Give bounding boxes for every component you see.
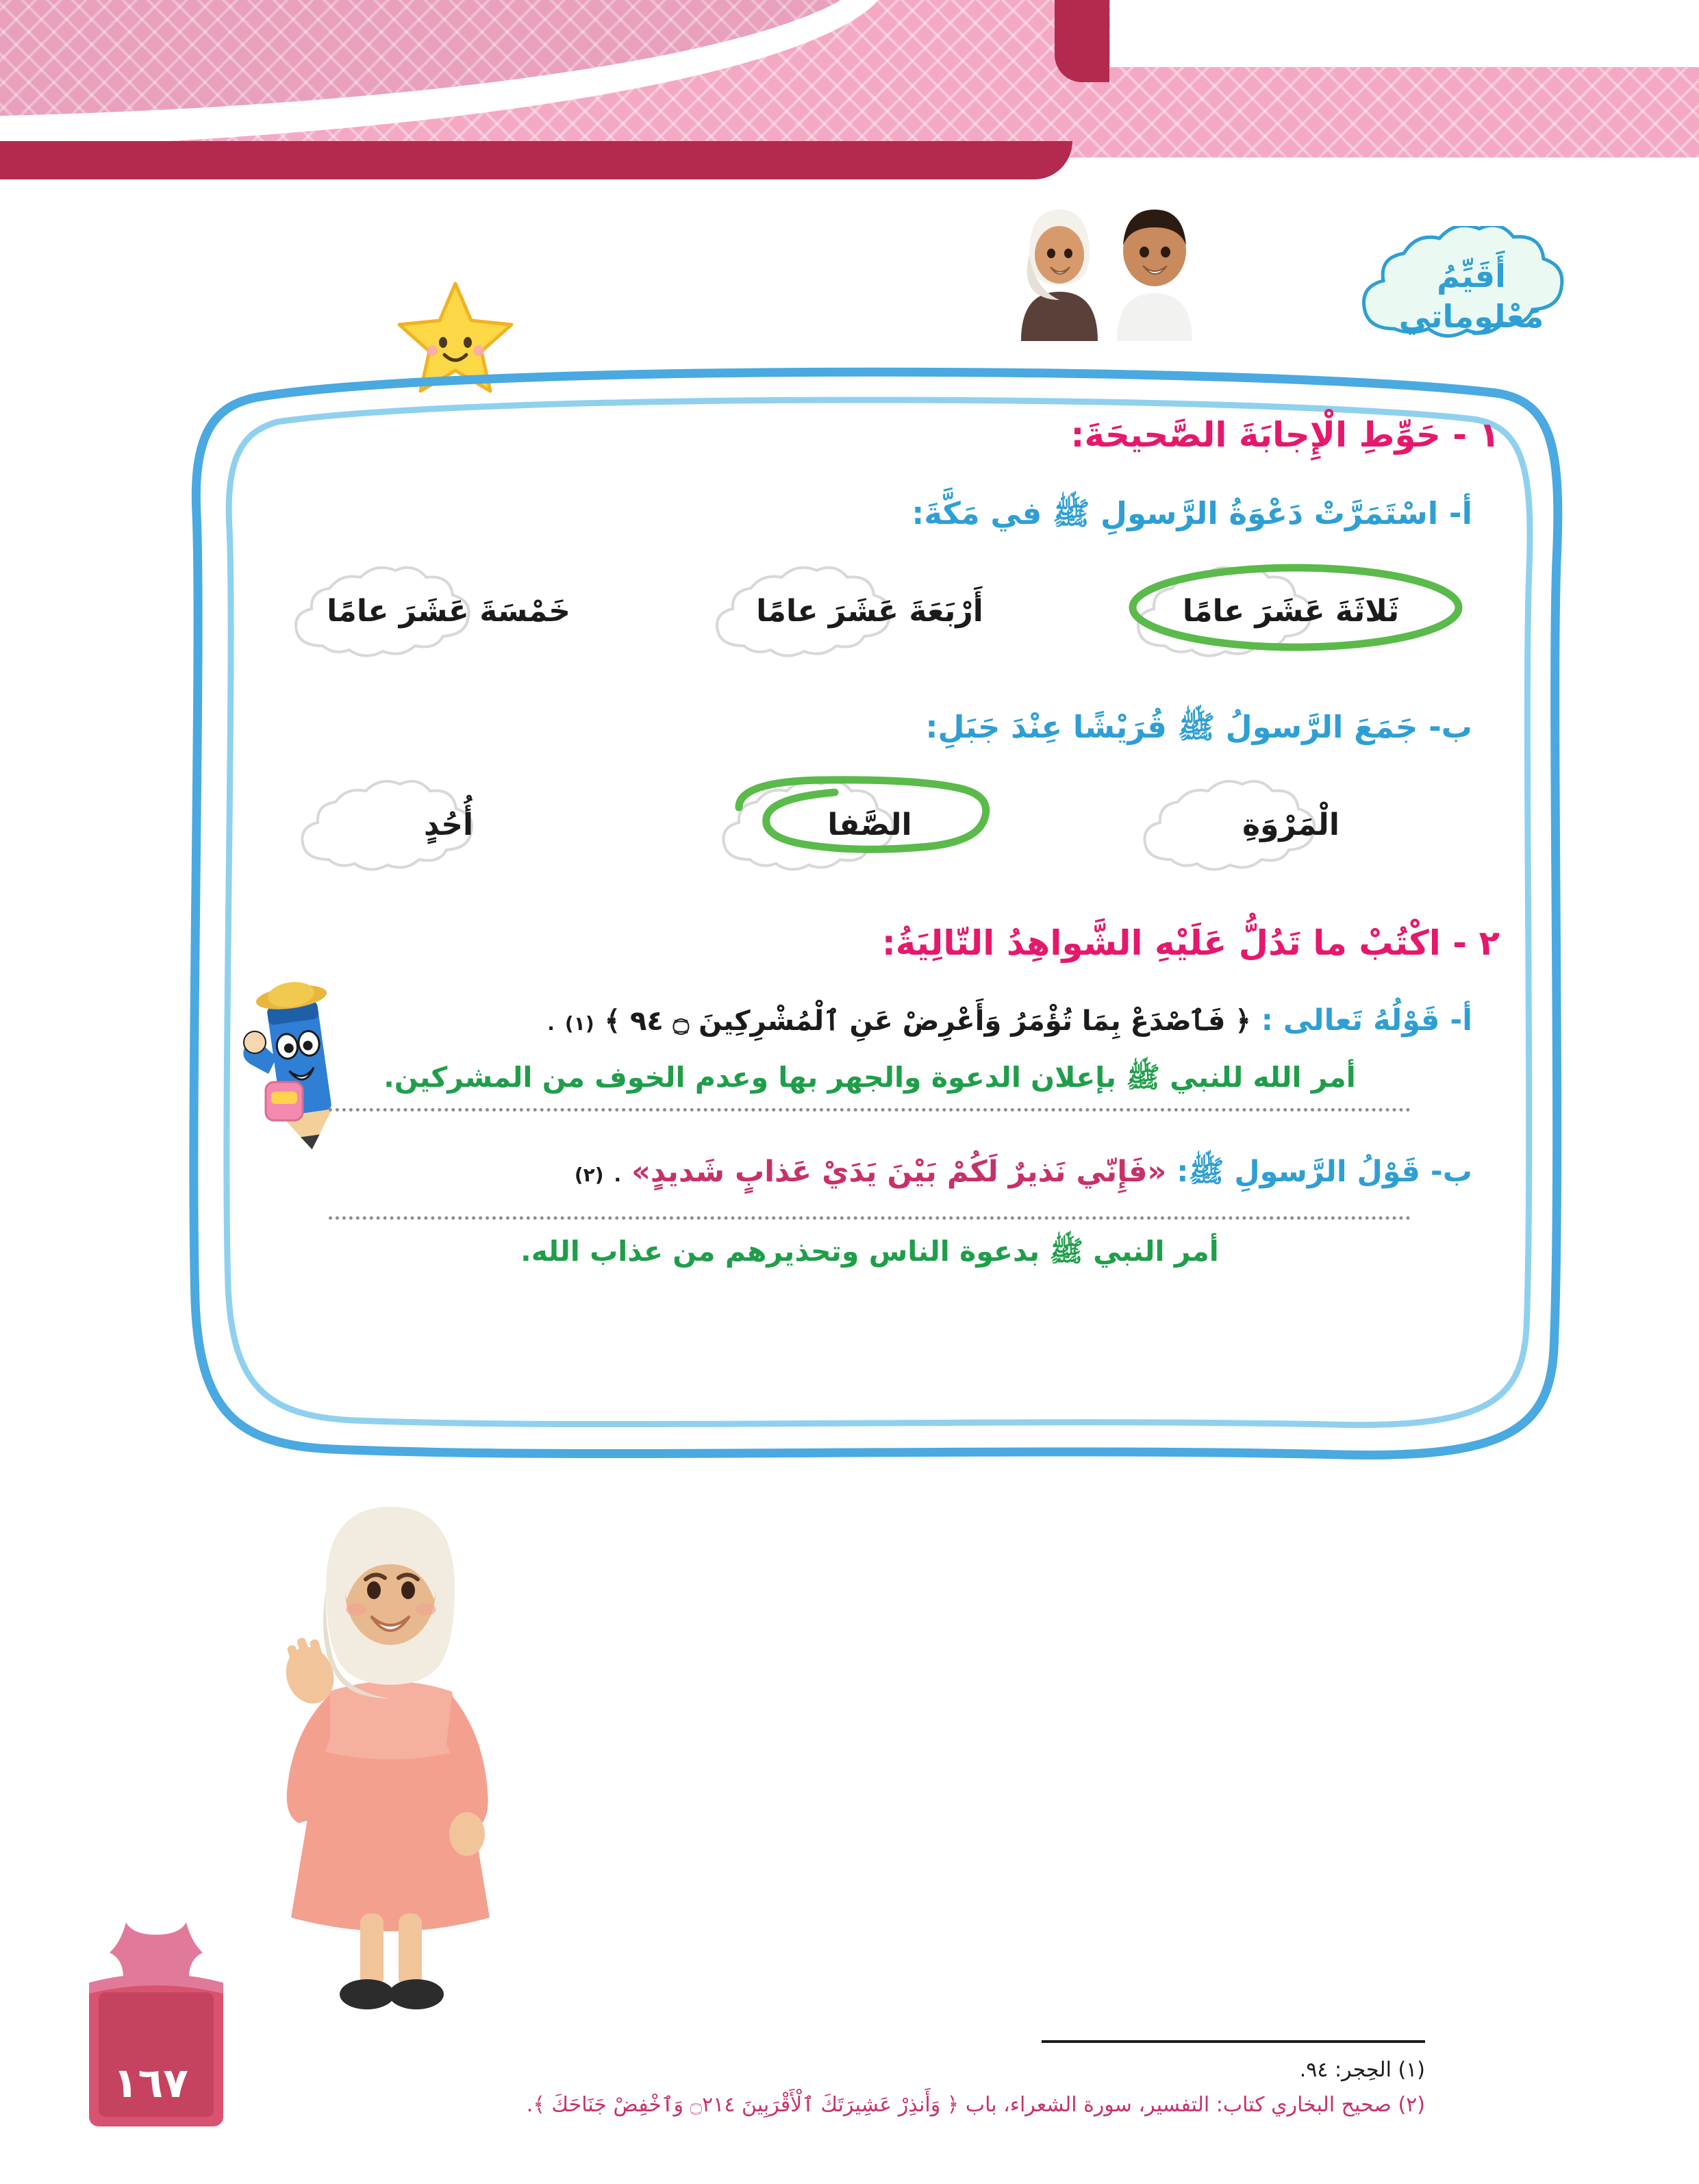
question-2a-lead: أ- قَوْلُهُ تَعالى :: [1261, 1003, 1472, 1038]
question-2b-footnote-ref: (٢): [574, 1164, 604, 1187]
question-2b-quote: «فَإِنّي نَذيرٌ لَكُمْ بَيْنَ يَدَيْ عَذابٍ شَديدٍ»: [631, 1155, 1167, 1190]
choice-option[interactable]: [695, 558, 1044, 664]
choice-label: خَمْسَةَ عَشَرَ عامًا: [327, 594, 570, 629]
choice-label: أُحُدٍ: [423, 807, 474, 842]
question-1b-prompt: ب- جَمَعَ الرَّسولُ ﷺ قُرَيْشًا عِنْدَ جَبَلِ:: [925, 709, 1472, 745]
question-2b-lead: ب- قَوْلُ الرَّسولِ ﷺ:: [1176, 1155, 1472, 1190]
footnote-2: (٢) صحيح البخاري كتاب: التفسير، سورة الشعراء، باب ﴿ وَأَنذِرْ عَشِيرَتَكَ ٱلْأَقْرَبِينَ ۝٢١٤ وَٱخْفِضْ جَنَاحَكَ ﴾.: [526, 2093, 1425, 2117]
question-2b-line: [226, 1149, 1472, 1196]
answer-line-2b-top[interactable]: [329, 1214, 1411, 1220]
question-2a-footnote-ref: (١): [564, 1012, 594, 1035]
choice-label: أَرْبَعَةَ عَشَرَ عامًا: [756, 594, 983, 629]
question-2a-period: .: [547, 1012, 555, 1035]
girl-mascot: [226, 1486, 548, 2027]
choice-option[interactable]: [1116, 772, 1465, 878]
choice-label: الصَّفا: [827, 807, 912, 842]
section-title-cloud: [1353, 226, 1589, 366]
kids-illustration: [994, 184, 1220, 341]
question-1-heading: ١ - حَوِّطِ الْإِجابَةَ الصَّحيحَةَ:: [1070, 415, 1500, 455]
band-white-notch: [1110, 0, 1699, 67]
top-decorative-band: [0, 0, 1699, 205]
cloud-title-line1: أَقَيِّمُ: [1437, 257, 1506, 294]
footnote-divider: [1042, 2040, 1425, 2043]
question-2b-period: .: [614, 1164, 622, 1187]
footnote-1: (١) الحِجر: ٩٤.: [1299, 2058, 1425, 2082]
cloud-title-line2: مَعْلوماتي: [1398, 297, 1544, 335]
band-dark-tab: [1055, 0, 1109, 82]
choice-label: ثَلاثَةَ عَشَرَ عامًا: [1182, 594, 1400, 629]
question-1b-choices: [274, 772, 1465, 878]
choice-option[interactable]: [695, 772, 1044, 878]
question-1a-prompt: أ- اسْتَمَرَّتْ دَعْوَةُ الرَّسولِ ﷺ في مَكَّةَ:: [911, 495, 1472, 531]
question-2a-answer: أمر الله للنبي ﷺ بإعلان الدعوة والجهر بها وعدم الخوف من المشركين.: [383, 1060, 1356, 1094]
question-1a-choices: [274, 558, 1465, 664]
answer-line-2a[interactable]: [329, 1105, 1411, 1112]
question-2a-quote: ﴿ فَٱصْدَعْ بِمَا تُؤْمَرُ وَأَعْرِضْ عَنِ ٱلْمُشْرِكِينَ ۝ ٩٤ ﴾: [604, 1005, 1251, 1037]
question-2-heading: ٢ - اكْتُبْ ما تَدُلُّ عَلَيْهِ الشَّواهِدُ التّالِيَةُ:: [881, 923, 1500, 963]
choice-label: الْمَرْوَةِ: [1242, 807, 1339, 842]
choice-option[interactable]: [1116, 558, 1465, 664]
page-number: ١٦٧: [113, 2059, 188, 2107]
exercise-content: [226, 411, 1513, 1280]
footnotes: [302, 2040, 1425, 2122]
choice-option[interactable]: [274, 772, 623, 878]
choice-option[interactable]: [274, 558, 623, 664]
question-2a-line: [226, 997, 1472, 1044]
page-number-badge: [75, 1917, 267, 2143]
question-2b-answer: أمر النبي ﷺ بدعوة الناس وتحذيرهم من عذاب الله.: [520, 1235, 1219, 1268]
band-dark-strip: [0, 141, 1072, 179]
